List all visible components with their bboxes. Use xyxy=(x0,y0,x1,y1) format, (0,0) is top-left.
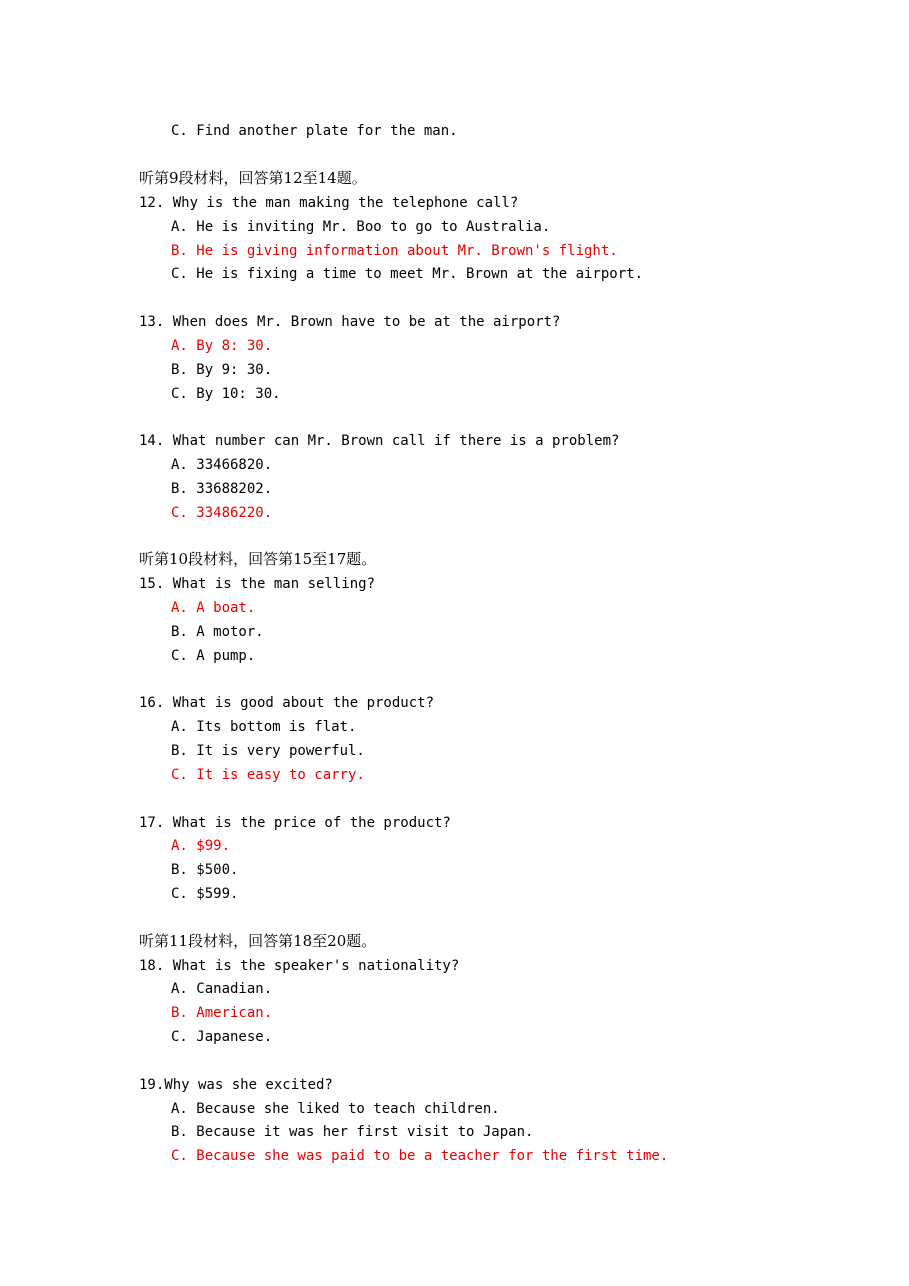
option-18a: A. Canadian. xyxy=(171,981,273,997)
prev-option: C. Find another plate for the man. xyxy=(171,123,458,139)
section-header: 听第9段材料，回答第12至14题。 xyxy=(139,169,367,187)
option-12a: A. He is inviting Mr. Boo to go to Australia. xyxy=(171,219,551,235)
question-17: 17. What is the price of the product? xyxy=(139,815,451,831)
option-12b: B. He is giving information about Mr. Brown's flight. xyxy=(171,243,618,259)
option-13c: C. By 10: 30. xyxy=(171,386,281,402)
option-15b: B. A motor. xyxy=(171,624,264,640)
option-18c: C. Japanese. xyxy=(171,1029,273,1045)
option-19c: C. Because she was paid to be a teacher for the first time. xyxy=(171,1148,669,1164)
option-13b: B. By 9: 30. xyxy=(171,362,273,378)
question-14: 14. What number can Mr. Brown call if there is a problem? xyxy=(139,433,620,449)
option-17c: C. $599. xyxy=(171,886,239,902)
option-16a: A. Its bottom is flat. xyxy=(171,719,357,735)
question-15: 15. What is the man selling? xyxy=(139,576,376,592)
option-14c: C. 33486220. xyxy=(171,505,273,521)
option-19a: A. Because she liked to teach children. xyxy=(171,1101,500,1117)
option-17a: A. $99. xyxy=(171,838,231,854)
question-18: 18. What is the speaker's nationality? xyxy=(139,958,460,974)
section-header: 听第11段材料，回答第18至20题。 xyxy=(139,932,377,950)
option-19b: B. Because it was her first visit to Japan. xyxy=(171,1124,534,1140)
option-16c: C. It is easy to carry. xyxy=(171,767,365,783)
section-header: 听第10段材料，回答第15至17题。 xyxy=(139,550,377,568)
option-15a: A. A boat. xyxy=(171,600,256,616)
option-14b: B. 33688202. xyxy=(171,481,273,497)
option-13a: A. By 8: 30. xyxy=(171,338,273,354)
question-19: 19.Why was she excited? xyxy=(139,1077,333,1093)
option-16b: B. It is very powerful. xyxy=(171,743,365,759)
question-16: 16. What is good about the product? xyxy=(139,695,435,711)
option-17b: B. $500. xyxy=(171,862,239,878)
question-13: 13. When does Mr. Brown have to be at the airport? xyxy=(139,314,561,330)
option-15c: C. A pump. xyxy=(171,648,256,664)
option-18b: B. American. xyxy=(171,1005,273,1021)
option-12c: C. He is fixing a time to meet Mr. Brown at the airport. xyxy=(171,266,644,282)
option-14a: A. 33466820. xyxy=(171,457,273,473)
question-12: 12. Why is the man making the telephone call? xyxy=(139,195,519,211)
